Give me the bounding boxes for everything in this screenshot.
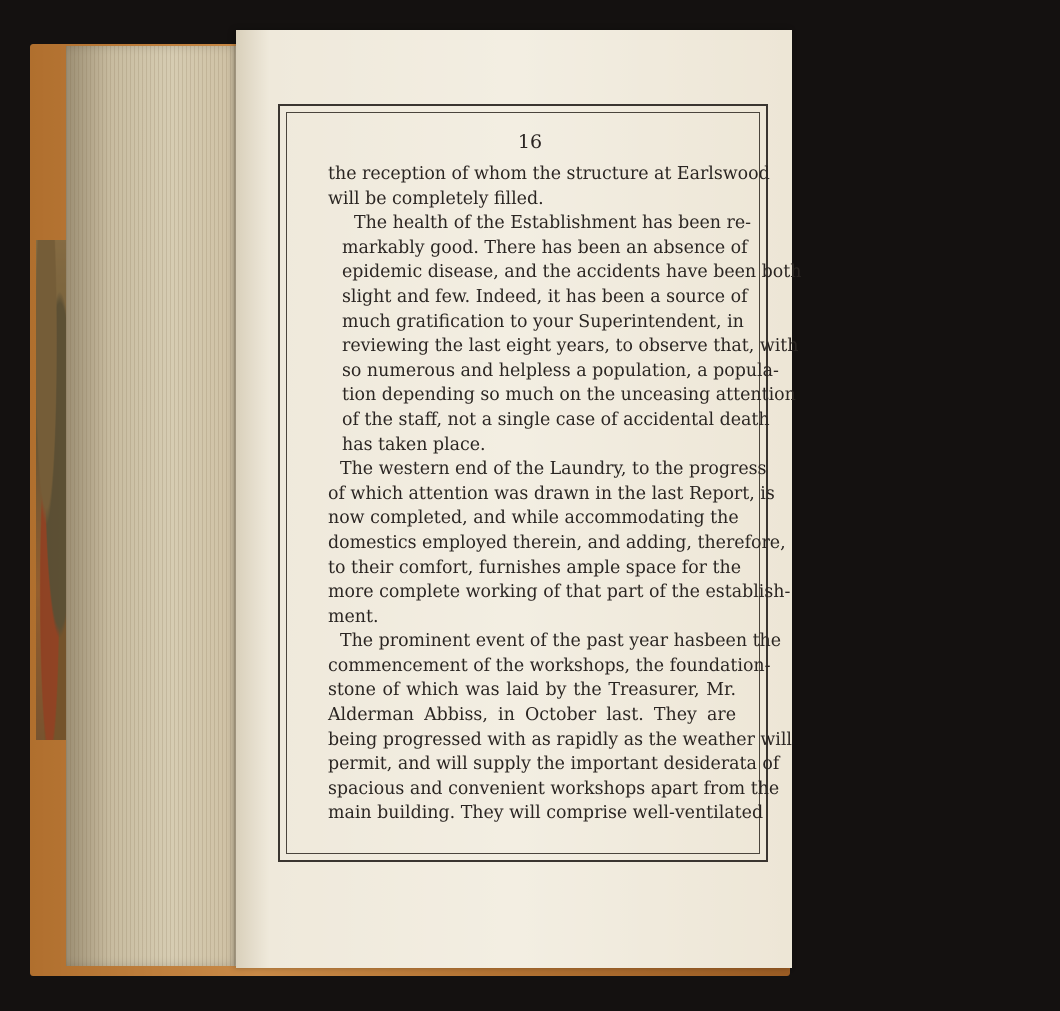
paragraph [328,162,770,211]
text-line: now completed, and while accommodating the [328,508,739,529]
text-line: The health of the Establishment has been re- [354,213,752,234]
text-line: will be completely filled. [328,188,544,209]
page-number: 16 [517,131,543,153]
text-line: has taken place. [342,434,486,455]
text-line: more complete working of that part of the establish- [328,582,791,603]
text-line: of which attention was drawn in the last Report, is [328,483,775,504]
page-stack-edges [66,46,242,966]
text-line: stone of which was laid by the Treasurer, Mr. [328,680,736,701]
paragraph [328,211,802,457]
text-line: to their comfort, furnishes ample space for the [328,557,742,578]
text-line: The western end of the Laundry, to the progress [340,459,767,480]
marbled-endpaper [36,240,70,740]
text-line: slight and few. Indeed, it has been a source of [342,286,748,307]
text-line: markably good. There has been an absence of [342,237,748,258]
text-line: Alderman Abbiss, in October last. They are [328,705,736,726]
text-line: tion depending so much on the unceasing attention [342,385,796,406]
text-line: domestics employed therein, and adding, therefore, [328,532,786,553]
text-line: commencement of the workshops, the foundation- [328,655,771,676]
text-line: the reception of whom the structure at Earlswood [328,164,770,184]
paragraph [328,629,792,826]
paragraph [328,457,791,629]
text-line: so numerous and helpless a population, a popula- [342,360,779,381]
text-line: epidemic disease, and the accidents have been both [342,262,802,283]
body-text [328,162,802,826]
text-line: spacious and convenient workshops apart from the [328,778,780,799]
text-line: The prominent event of the past year hasbeen the [340,631,782,652]
text-line: ment. [328,606,379,627]
text-line: main building. They will comprise well-ventilated [328,803,764,824]
text-line: much gratification to your Superintendent, in [342,311,744,332]
text-line: permit, and will supply the important desiderata of [328,754,780,775]
text-line: reviewing the last eight years, to observe that, with [342,336,799,357]
text-line: being progressed with as rapidly as the weather will [328,729,792,750]
text-line: of the staff, not a single case of accidental death [342,409,770,430]
